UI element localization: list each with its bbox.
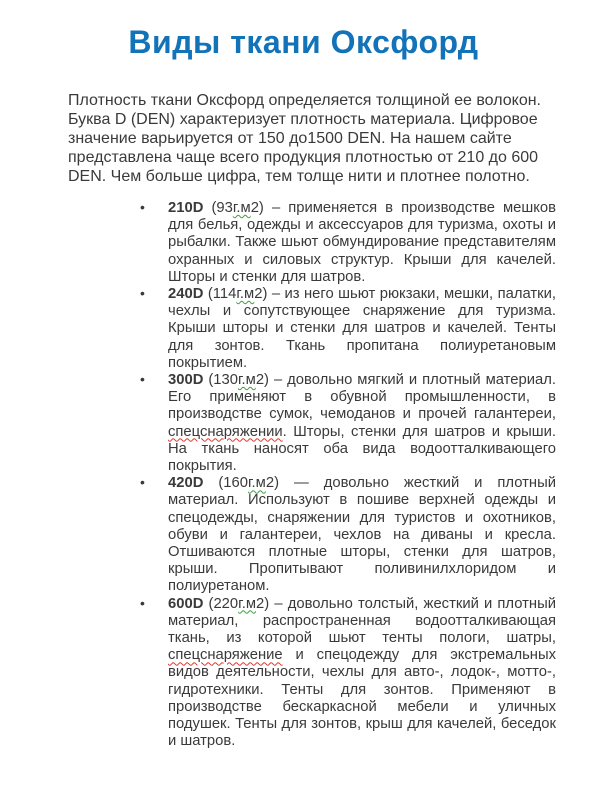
weight-close: 2) [255, 372, 274, 389]
bullet-icon: • [140, 474, 145, 491]
bullet-icon: • [140, 594, 145, 611]
list-item-420d [138, 475, 556, 595]
weight-open: (220 [203, 595, 239, 612]
list-item-240d [138, 286, 556, 372]
grammar-flagged-text: г.м [237, 372, 256, 389]
density-term: 300D [168, 372, 204, 389]
grammar-flagged-text: г.м [247, 475, 266, 492]
density-term: 240D [168, 286, 204, 303]
grammar-flagged-text: г.м [236, 286, 255, 303]
list-item-210d [138, 200, 556, 286]
item-text: – применяется в производстве мешков для белья, одежды и аксессуаров для туризма, охоты и рыбалки. Также шьют обмундирование представителям охранных и силовых структур. Крыши для качелей. Шторы и стенки для шатров. [168, 200, 556, 285]
bullet-icon: • [140, 371, 145, 388]
weight-open: (160 [203, 475, 248, 492]
page-title: Виды ткани Оксфорд [128, 24, 479, 60]
density-term: 210D [168, 200, 204, 216]
document-page [0, 22, 607, 807]
list-item-600d [138, 596, 556, 751]
density-term: 600D [168, 595, 204, 612]
item-text: – довольно мягкий и плотный материал. Его применяют в обувной промышленности, в производстве сумок, чемоданов и прочей галантереи, [168, 372, 556, 423]
list-item-300d [138, 372, 556, 475]
bullet-icon: • [140, 199, 145, 215]
intro-paragraph: Плотность ткани Оксфорд определяется толщиной ее волокон. Буква D (DEN) характеризует плотность материала. Цифровое значение варьируется от 150 до1500 DEN. На нашем сайте представлена чаще всего продукция плотностью от 210 до 600 DEN. Чем больше цифра, тем толще нити и плотнее полотно. [68, 92, 541, 185]
item-text: – из него шьют рюкзаки, мешки, палатки, чехлы и сопутствующее снаряжение для туризма. Крыши шторы и стенки для шатров и качелей. Тенты для зонтов. Ткань пропитана полиуретановым покрытием. [168, 286, 556, 371]
item-text-after: . Шторы, стенки для шатров и крыши. На ткань наносят оба вида водоотталкивающего покрытия. [168, 423, 556, 475]
weight-close: 2) [250, 200, 272, 216]
grammar-flagged-text: г.м [238, 595, 257, 612]
item-text-after: и спецодежду для экстремальных видов деятельности, чехлы для авто-, лодок-, мотто-, гидротехники. Тенты для зонтов. Применяют в производстве бескаркасной мебели и уличных подушек. Тенты для зонтов, крыш для качелей, беседок и шатров. [168, 647, 556, 750]
weight-close: 2) [256, 595, 275, 612]
weight-open: (130 [203, 372, 238, 389]
fabric-types-list [138, 200, 556, 751]
bullet-icon: • [140, 285, 145, 302]
weight-close: 2) [254, 286, 272, 303]
misspelled-word: спецснаряжении [168, 423, 283, 440]
item-text: — довольно жесткий и плотный материал. Используют в пошиве верхней одежды и спецодежды, снаряжении для туристов и охотников, обуви и галантереи, чехлов на диваны и кресла. Отшиваются плотные шторы, стенки для шатров, крыши. Пропитывают поливинилхлоридом и полиуретаном. [168, 475, 556, 595]
weight-open: (114 [203, 286, 237, 303]
grammar-flagged-text: г.м [232, 200, 251, 216]
item-text: – довольно толстый, жесткий и плотный материал, распространенная водоотталкивающая ткань, из которой шьют тенты пологи, шатры, [168, 595, 556, 647]
density-term: 420D [168, 475, 204, 492]
weight-close: 2) [265, 475, 294, 492]
misspelled-word: спецснаряжение [168, 647, 283, 664]
weight-open: (93 [203, 200, 233, 216]
